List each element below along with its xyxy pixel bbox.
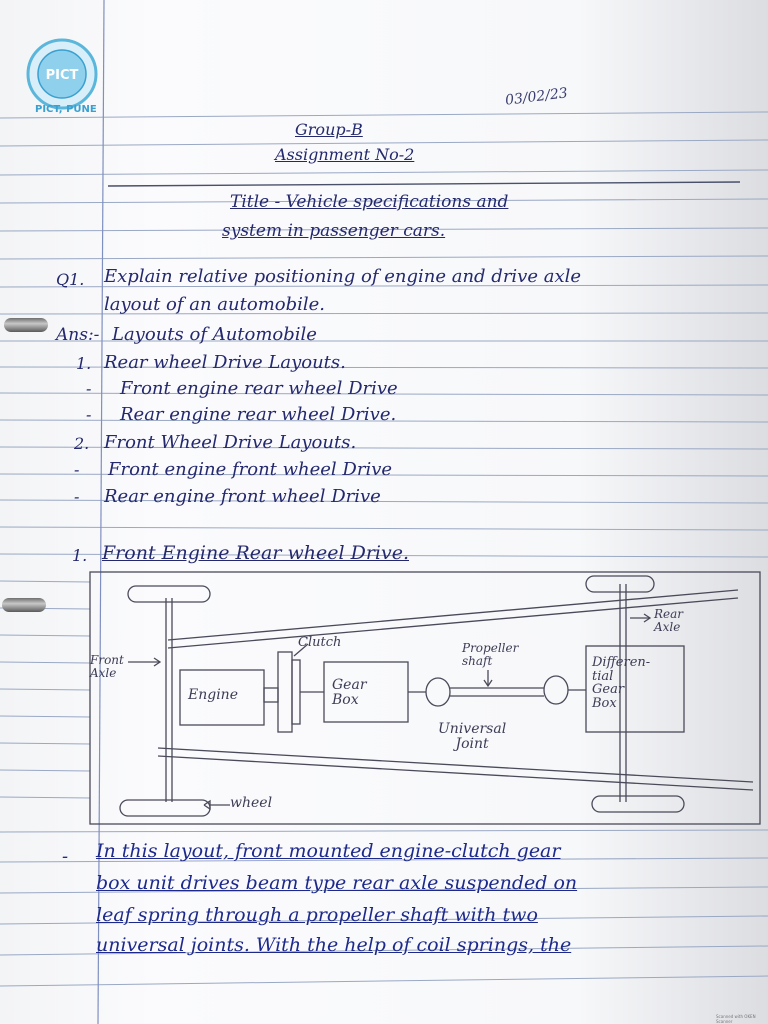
group-heading: Group-B xyxy=(295,120,363,139)
front-axle-label: Front Axle xyxy=(90,653,124,681)
title-line-2: system in passenger cars. xyxy=(222,221,446,241)
binder-ring-upper xyxy=(4,318,48,332)
section-heading: Front Engine Rear wheel Drive. xyxy=(102,542,409,564)
answer-item-bullet: - xyxy=(86,405,92,424)
answer-item-bullet: - xyxy=(74,487,80,506)
assignment-heading: Assignment No-2 xyxy=(275,145,415,164)
scanner-watermark: Scanned with OKEN Scanner xyxy=(716,1014,756,1024)
engine-label: Engine xyxy=(188,687,238,703)
answer-item-text: Front engine rear wheel Drive xyxy=(120,378,398,399)
answer-item-bullet: 1. xyxy=(76,354,92,373)
wheel-label: wheel xyxy=(230,795,273,811)
paragraph-bullet: - xyxy=(62,846,69,867)
answer-label: Ans:- xyxy=(56,325,100,345)
answer-heading: Layouts of Automobile xyxy=(112,324,317,345)
layout-diagram xyxy=(88,570,768,830)
paragraph-line-1: In this layout, front mounted engine-clutch gear xyxy=(96,840,561,862)
paragraph-line-3: leaf spring through a propeller shaft with two xyxy=(96,904,538,926)
question-number: Q1. xyxy=(56,270,85,289)
gear-box-label: Gear Box xyxy=(332,677,367,709)
answer-item-text: Rear wheel Drive Layouts. xyxy=(104,352,346,373)
date: 03/02/23 xyxy=(504,85,569,109)
paragraph-line-2: box unit drives beam type rear axle suspended on xyxy=(96,872,578,894)
question-line-1: Explain relative positioning of engine and drive axle xyxy=(104,266,582,287)
binder-ring-lower xyxy=(2,598,46,612)
title-line-1: Title - Vehicle specifications and xyxy=(230,192,509,212)
answer-item-bullet: 2. xyxy=(74,434,90,453)
logo-text: PICT xyxy=(45,68,79,83)
answer-item-text: Front engine front wheel Drive xyxy=(108,459,393,480)
section-number: 1. xyxy=(72,546,88,565)
answer-item-text: Rear engine front wheel Drive xyxy=(104,486,381,507)
propeller-shaft-label: Propeller shaft xyxy=(462,641,519,669)
question-line-2: layout of an automobile. xyxy=(104,294,326,315)
answer-item-bullet: - xyxy=(86,379,92,398)
college-logo-stamp xyxy=(26,38,98,110)
answer-item-text: Front Wheel Drive Layouts. xyxy=(104,432,357,453)
rear-axle-label: Rear Axle xyxy=(654,607,684,635)
universal-joint-label: Universal Joint xyxy=(438,721,507,753)
paragraph-line-4: universal joints. With the help of coil springs, the xyxy=(96,934,572,956)
clutch-label: Clutch xyxy=(298,635,342,650)
logo-caption: PICT, PUNE xyxy=(35,104,97,115)
differential-label: Differen- tial Gear Box xyxy=(592,655,651,711)
answer-item-bullet: - xyxy=(74,460,80,479)
answer-item-text: Rear engine rear wheel Drive. xyxy=(120,404,397,425)
